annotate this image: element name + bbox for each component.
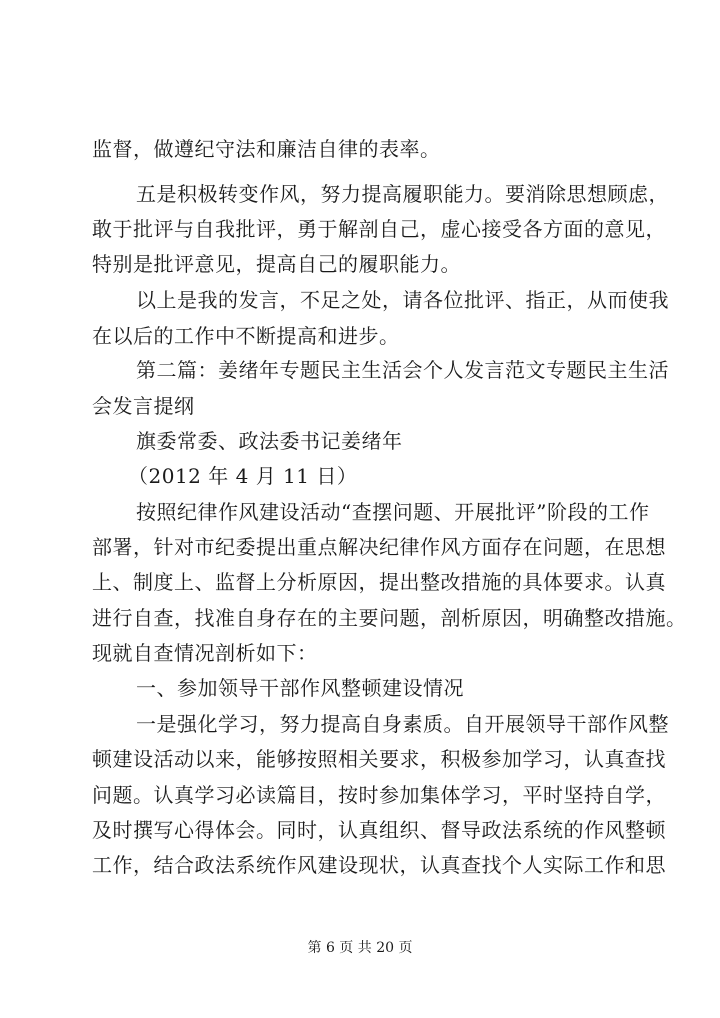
subheading-line: 一、参加领导干部作风整顿建设情况 <box>136 676 464 700</box>
body-line: 问题。认真学习必读篇目，按时参加集体学习，平时坚持自学， <box>92 783 666 807</box>
body-line: 上、制度上、监督上分析原因，提出整改措施的具体要求。认真 <box>92 570 666 594</box>
body-line: 及时撰写心得体会。同时，认真组织、督导政法系统的作风整顿 <box>92 818 666 842</box>
body-line: 一是强化学习，努力提高自身素质。自开展领导干部作风整 <box>136 712 669 736</box>
body-line: 敢于批评与自我批评，勇于解剖自己，虚心接受各方面的意见， <box>92 217 666 241</box>
body-line: 以上是我的发言，不足之处，请各位批评、指正，从而使我 <box>136 288 669 312</box>
body-line: 现就自查情况剖析如下： <box>92 641 318 665</box>
section-heading-line: 第二篇：姜绪年专题民主生活会个人发言范文专题民主生活 <box>136 358 669 382</box>
author-line: 旗委常委、政法委书记姜绪年 <box>136 429 403 453</box>
body-line: 工作，结合政法系统作风建设现状，认真查找个人实际工作和思 <box>92 853 666 877</box>
body-line: 五是积极转变作风，努力提高履职能力。要消除思想顾虑， <box>136 182 669 206</box>
section-heading-line: 会发言提纲 <box>92 394 195 418</box>
body-line: 特别是批评意见，提高自己的履职能力。 <box>92 252 461 276</box>
body-line: 按照纪律作风建设活动“查摆问题、开展批评”阶段的工作 <box>136 500 650 524</box>
body-line: 在以后的工作中不断提高和进步。 <box>92 324 400 348</box>
date-line: （2012 年 4 月 11 日） <box>128 464 358 488</box>
body-line: 顿建设活动以来，能够按照相关要求，积极参加学习，认真查找 <box>92 747 666 771</box>
page-number-footer: 第 6 页 共 20 页 <box>307 940 413 956</box>
body-line: 监督，做遵纪守法和廉洁自律的表率。 <box>92 137 441 161</box>
body-line: 部署，针对市纪委提出重点解决纪律作风方面存在问题，在思想 <box>92 535 666 559</box>
body-line: 进行自查，找准自身存在的主要问题，剖析原因，明确整改措施。 <box>92 606 687 630</box>
